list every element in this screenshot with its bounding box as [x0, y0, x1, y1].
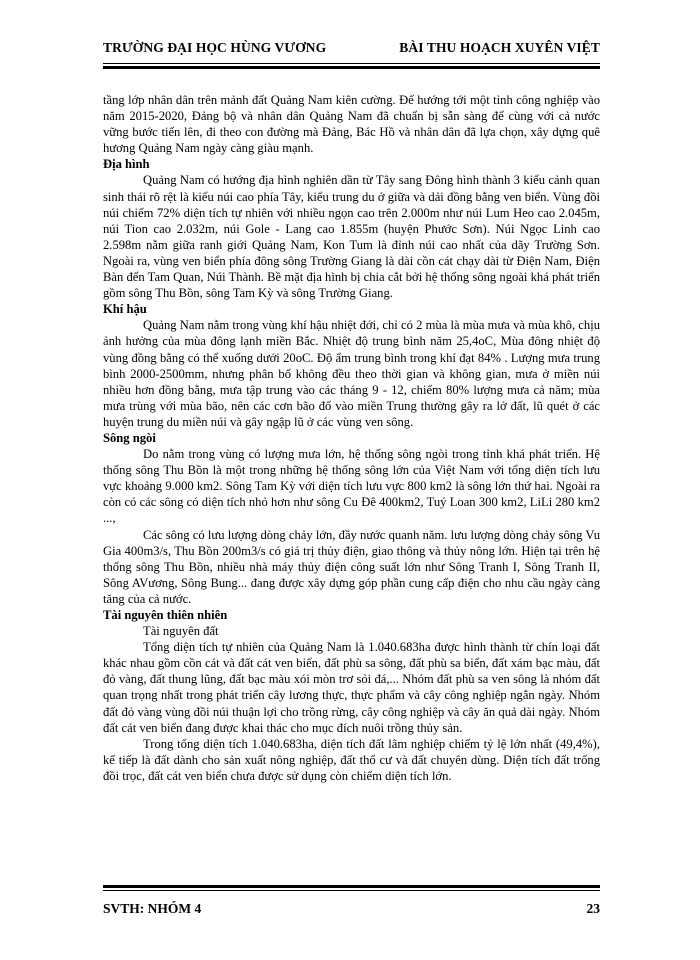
header-university: TRƯỜNG ĐẠI HỌC HÙNG VƯƠNG — [103, 40, 327, 55]
footer-author: SVTH: NHÓM 4 — [103, 901, 202, 916]
climate-paragraph: Quảng Nam nằm trong vùng khí hậu nhiệt đới, chỉ có 2 mùa là mùa mưa và mùa khô, chịu ảnh hưởng của mùa đông lạnh miền Bắc. Nhiệt độ trung bình năm 25,4oC, Mùa đông nhiệt độ vùng đồng bằng có thể xuống dưới 20oC. Độ ẩm trung bình trong khí đạt 84% . Lượng mưa trung bình 2000-2500mm, nhưng phân bố không đều theo thời gian và không gian, mưa ở miền núi nhiều hơn đồng bằng, mưa tập trung vào các tháng 9 - 12, chiếm 80% lượng mưa cả năm; mùa mưa trùng với mùa bão, nên các cơn bão đổ vào miền Trung thường gây ra lở đất, lũ quét ở các huyện trung du miền núi và gây ngập lũ ở các vùng ven sông. — [103, 318, 600, 429]
heading-terrain: Địa hình — [103, 157, 150, 172]
heading-climate: Khí hậu — [103, 302, 147, 317]
heading-rivers: Sông ngòi — [103, 430, 156, 445]
page-header — [103, 40, 600, 56]
header-rule-thin — [103, 63, 600, 64]
footer-rule-thick — [103, 885, 600, 888]
header-report-title: BÀI THU HOẠCH XUYÊN VIỆT — [399, 40, 600, 55]
terrain-paragraph: Quảng Nam có hướng địa hình nghiên dần từ Tây sang Đông hình thành 3 kiểu cảnh quan sinh thái rõ rệt là kiểu núi cao phía Tây, kiểu trung du ở giữa và dải đồng bằng ven biển. Vùng đồi núi chiếm 72% diện tích tự nhiên với nhiều ngọn cao trên 2.000m như núi Lum Heo cao 2.045m, núi Tion cao 2.032m, núi Gole - Lang cao 1.855m (huyện Phước Sơn). Núi Ngọc Linh cao 2.598m nằm giữa ranh giới Quảng Nam, Kon Tum là đỉnh núi cao nhất của dãy Trường Sơn. Ngoài ra, vùng ven biển phía đông sông Trường Giang là dài cồn cát chạy dài từ Điện Nam, Điện Bàn đến Tam Quan, Núi Thành. Bề mặt địa hình bị chia cắt bởi hệ thống sông ngoài khá phát triển gồm sông Thu Bồn, sông Tam Kỳ và sông Trường Giang. — [103, 173, 600, 301]
land-paragraph-2: Trong tổng diện tích 1.040.683ha, diện tích đất lâm nghiệp chiếm tỷ lệ lớn nhất (49,4%), kế tiếp là đất dành cho sản xuất nông nghiệp, đất thổ cư và đất chuyên dùng. Diện tích đất trống đồi trọc, đất cát ven biển chưa được sử dụng còn chiếm diện tích lớn. — [103, 736, 600, 783]
page-number: 23 — [586, 901, 600, 916]
subheading-land-resources: Tài nguyên đất — [143, 624, 219, 639]
rivers-paragraph-2: Các sông có lưu lượng dòng chảy lớn, đầy nước quanh năm. lưu lượng dòng chảy sông Vu Gia 400m3/s, Thu Bồn 200m3/s có giá trị thủy điện, giao thông và thủy nông lớn. Hiện tại trên hệ thống sông Thu Bồn, nhiều nhà máy thủy điện công suất lớn như Sông Tranh I, Sông Tranh II, Sông AVương, Sông Bung... đang được xây dựng góp phần cung cấp điện cho nhu cầu ngày càng tăng của cả nước. — [103, 527, 600, 606]
header-rule-thick — [103, 66, 600, 69]
document-body — [103, 92, 600, 784]
land-paragraph-1: Tổng diện tích tự nhiên của Quảng Nam là 1.040.683ha được hình thành từ chín loại đất khác nhau gồm cồn cát và đất cát ven biển, đất phù sa sông, đất phù sa biển, đất xám bạc màu, đất đỏ vàng, đất thung lũng, đất bạc màu xói mòn trơ sỏi đá,... Nhóm đất phù sa ven sông là nhóm đất quan trọng nhất trong phát triển cây lương thực, thực phẩm và cây công nghiệp ngắn ngày. Nhóm đất đỏ vàng vùng đồi núi thuận lợi cho trồng rừng, cây công nghiệp và cây ăn quả dài ngày. Nhóm đất cát ven biển đang được khai thác cho mục đích nuôi trồng thủy sản. — [103, 640, 600, 735]
page-footer — [103, 901, 600, 917]
footer-rule-thin — [103, 890, 600, 891]
intro-paragraph: tầng lớp nhân dân trên mảnh đất Quảng Nam kiên cường. Để hướng tới một tỉnh công nghiệp vào năm 2015-2020, Đảng bộ và nhân dân Quảng Nam đã chuẩn bị sẵn sàng để cùng với cả nước vững bước tiến lên, đi theo con đường mà Đảng, Bác Hồ và nhân dân đã lựa chọn, xây dựng quê hương Quảng Nam ngày càng giàu mạnh. — [103, 93, 600, 156]
rivers-paragraph-1: Do nằm trong vùng có lượng mưa lớn, hệ thống sông ngòi trong tỉnh khá phát triển. Hệ thống sông Thu Bồn là một trong những hệ thống sông lớn của Việt Nam với tổng diện tích lưu vực khoảng 9.000 km2. Sông Tam Kỳ với diện tích lưu vực 800 km2 là sông lớn thứ hai. Ngoài ra còn có các sông có diện tích nhỏ hơn như sông Cu Đê 400km2, Tuý Loan 300 km2, LiLi 280 km2 ..., — [103, 447, 600, 526]
heading-resources: Tài nguyên thiên nhiên — [103, 608, 228, 622]
